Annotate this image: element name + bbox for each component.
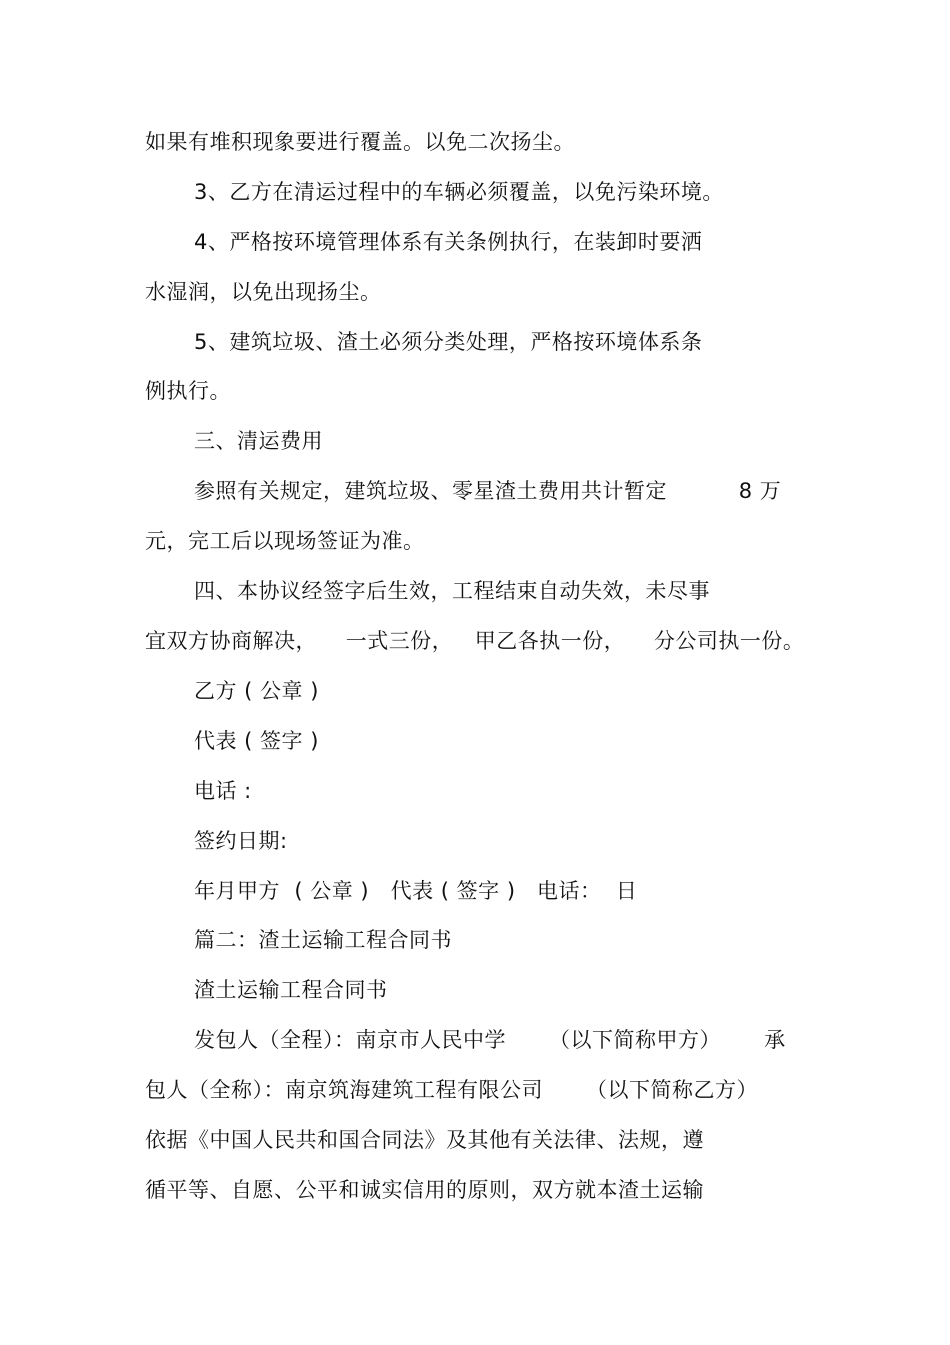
paragraph-line: 5、建筑垃圾、渣土必须分类处理，严格按环境体系条 [194, 330, 703, 354]
signature-field: 乙方 ( 公章 ) [194, 679, 319, 703]
signature-field: 代表 ( 签字 ) [194, 729, 319, 753]
phone-field: 电话 : [194, 779, 252, 803]
paragraph-line: 发包人（全程）：南京市人民中学 （以下简称甲方） 承 [194, 1028, 786, 1052]
paragraph-line: 如果有堆积现象要进行覆盖。以免二次扬尘。 [145, 130, 575, 154]
date-field: 签约日期: [194, 829, 288, 853]
section-heading: 篇二：渣土运输工程合同书 [194, 928, 452, 952]
paragraph-line: 4、严格按环境管理体系有关条例执行，在装卸时要洒 [194, 230, 703, 254]
contract-title: 渣土运输工程合同书 [194, 978, 388, 1002]
paragraph-line: 参照有关规定，建筑垃圾、零星渣土费用共计暂定 8 万 [194, 479, 782, 503]
signature-line: 年月甲方 ( 公章 ) 代表 ( 签字 ) 电话： 日 [194, 879, 638, 903]
paragraph-line: 循平等、自愿、公平和诚实信用的原则，双方就本渣土运输 [145, 1178, 704, 1202]
paragraph-line: 宜双方协商解决， 一式三份， 甲乙各执一份， 分公司执一份。 [145, 629, 805, 653]
paragraph-line: 例执行。 [145, 379, 231, 403]
paragraph-line: 依据《中国人民共和国合同法》及其他有关法律、法规，遵 [145, 1128, 704, 1152]
paragraph-line: 四、本协议经签字后生效，工程结束自动失效，未尽事 [194, 579, 710, 603]
paragraph-line: 元，完工后以现场签证为准。 [145, 529, 425, 553]
paragraph-line: 包人（全称）：南京筑海建筑工程有限公司 （以下简称乙方） [145, 1078, 759, 1102]
section-heading: 三、清运费用 [194, 429, 323, 453]
paragraph-line: 水湿润，以免出现扬尘。 [145, 280, 382, 304]
paragraph-line: 3、乙方在清运过程中的车辆必须覆盖，以免污染环境。 [194, 180, 724, 204]
